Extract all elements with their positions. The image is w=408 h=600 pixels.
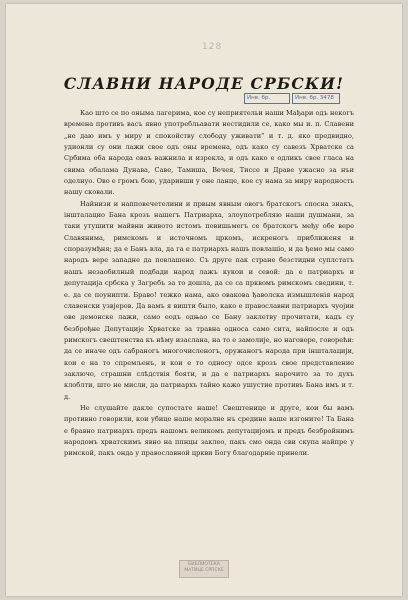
- document-page: [6, 4, 402, 596]
- paragraph-1: Као што се по оныма лагерима, кое су неприятельи наши Мађари одъ некогъ времена противъ васъ явно употребльавати нестидили се, како мы и. п. Славени „не даю имъ у миру и спокойству слободу уживати“ и т. д. яко предвидно, удионли су они лажи свое одъ оны времена, одъ како су савезъ Хрватске са Србима оба народа оваъ важнила и изрекла, и одъ како е одликъ свое гласа на свима обалама Дунава, Саве, Тамиша, Вечея, Тиссе и Драве ужасно за нъи оделнуо. Ово е громъ бою, ударивши у оне ланце, кое су нама за миру народность нашу сковали.: [64, 109, 354, 197]
- inventory-stamp-1: Инв. бр.: [244, 93, 290, 104]
- document-title: СЛАВНИ НАРОДЕ СРБСКИ!: [63, 74, 345, 93]
- paragraph-2: Найнизи и напповечетелини и првым явным овогъ братскогъ спосна знакъ, іншталацио Бана крозъ нашегъ Патриарха, злоупотребляю наши душмани, за таки утушити майвни живото истомъ повишьмегъ се братскогъ међу обе вере Славянима, римскомъ и источномъ цркомъ, искреногъ приближеня и споразумђня; да е Банъ вла, да га е патриархъ нашъ повлашіо, и да ђемо мы само народъ вере западне да повлашено. Съ друге пак стране безстидни суплстатъ нашъ незаобилный подбади народ лажъ кукои и севой: да е патриархъ и депутација србска у Загребъ за то дошла, да се са прквомъ римскомъ сведини, т. е. да се поунипти. Браво! тежко нама, ако овакова ђаволска измышленія народ славенски узвјеров. Да вамъ я вишти было, како е православни патриархъ чуојии ове демонске лажи, само еодъ одњао се Бану заклетву прочитати, кадъ су безброђне Депутације Хрватске за травна односа само сита, найпосле и одъ римскогъ свештенства къ нѣму изаслана, на то е замолије, но наговоре, говорећи: да се иначе одъ сабраногъ многочисленогъ, оружаногъ народа при іншталацији, кои е на то спремљенъ, и кои е то односу одсе крозъ свое представление заключо, страшни слѣдствія бояти, и да е патриархъ нарочито за то духъ клоблти, што не мисли, да патриархъ тайно кажо ушустие противъ Бана имъ и т. д.: [64, 199, 354, 401]
- paragraph-3: Не слушайте дакле супостате наше! Свештенице и друге, кои бы вамъ противно говорили, кои убице наше моралне нъ средине ваше изгоните! Та Бана е бравно патриархъ предъ нашомъ великомъ депутацијомъ и предъ безбройнимъ народомъ хрватскимъ явно на ппнцы заклео, пакъ смо онда сви скупа найпре у римской, пакъ онда у православной цркви Богу благодарніе принели.: [64, 403, 354, 458]
- inventory-stamp-2: Инв. бр. 3478: [292, 93, 340, 104]
- archive-pencil-mark: 128: [202, 42, 223, 52]
- document-body: [64, 108, 354, 460]
- library-stamp: БИБЛИОТЕКА МАТИЦЕ СРПСКЕ: [179, 560, 229, 578]
